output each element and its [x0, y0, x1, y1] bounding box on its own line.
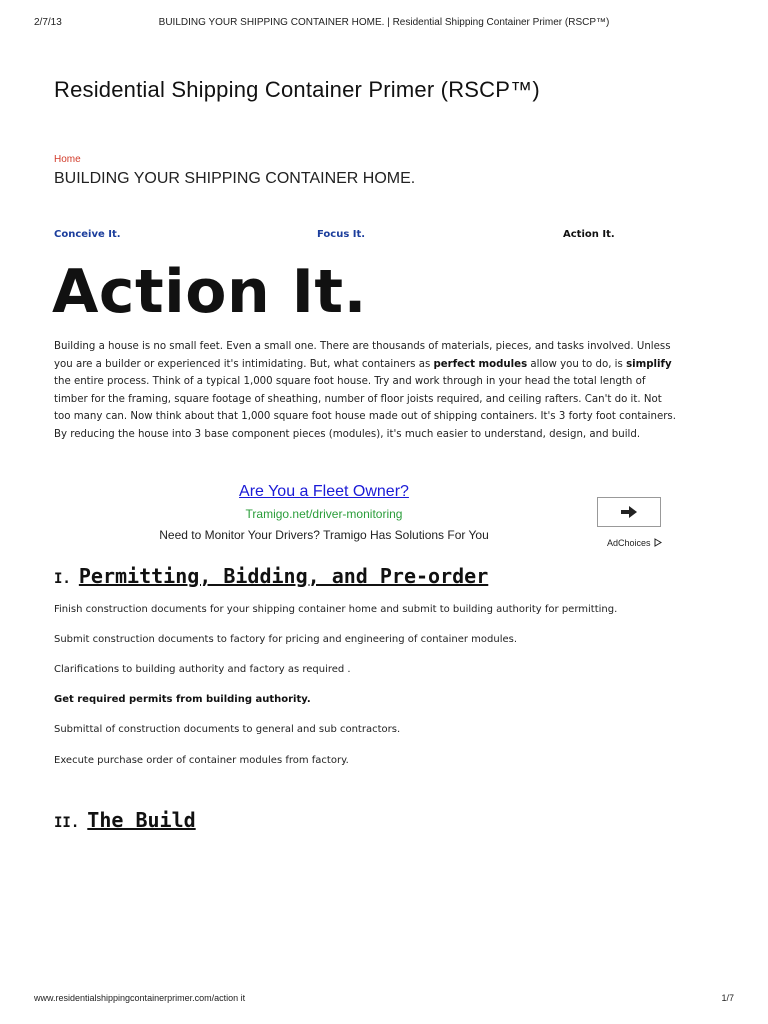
intro-bold-perfect-modules: perfect modules: [433, 358, 528, 370]
print-footer: [34, 993, 734, 1007]
list-item: Clarifications to building authority and factory as required .: [54, 664, 351, 675]
section-title: The Build: [87, 808, 196, 832]
adchoices-label: AdChoices: [607, 538, 651, 548]
intro-text-1: Building a house is no small feet. Even a small one. There are thousands of materials, pieces, and tasks involved. Unless you are a builder or experienced it's intimidating. But, what containers as: [54, 341, 671, 370]
intro-paragraph: [54, 338, 679, 443]
section-title: Permitting, Bidding, and Pre-order: [78, 564, 489, 588]
step-link-conceive[interactable]: Conceive It.: [54, 229, 121, 240]
intro-text-2: allow you to do, is: [527, 358, 627, 370]
ad-url-link[interactable]: Tramigo.net/driver-monitoring: [245, 507, 403, 521]
ad-go-button[interactable]: [597, 497, 661, 527]
list-item: Submittal of construction documents to general and sub contractors.: [54, 724, 401, 735]
right-arrow-icon: [621, 506, 637, 518]
page-heading: BUILDING YOUR SHIPPING CONTAINER HOME.: [54, 170, 416, 187]
adchoices-triangle-icon: [654, 538, 662, 547]
ad-title-link[interactable]: Are You a Fleet Owner?: [239, 483, 409, 500]
step-link-focus[interactable]: Focus It.: [317, 229, 366, 240]
section-heading-the-build: [54, 808, 196, 832]
print-page-number: 1/7: [721, 993, 734, 1003]
print-header: [34, 17, 734, 31]
section-number: I.: [54, 571, 71, 587]
step-navigation: [54, 229, 714, 243]
print-footer-url: www.residentialshippingcontainerprimer.com/action it: [34, 993, 246, 1003]
page-title: Action It.: [52, 257, 367, 327]
step-current-action: Action It.: [563, 229, 615, 240]
intro-bold-simplify: simplify: [626, 358, 672, 370]
section-number: II.: [54, 815, 80, 831]
sponsored-ad: [100, 481, 548, 544]
list-item-bold: Get required permits from building authority.: [54, 694, 311, 705]
adchoices-link[interactable]: [607, 538, 662, 548]
ad-description: Need to Monitor Your Drivers? Tramigo Has Solutions For You: [159, 528, 489, 542]
list-item: Finish construction documents for your shipping container home and submit to building authority for permitting.: [54, 604, 618, 615]
list-item: Submit construction documents to factory for pricing and engineering of container modules.: [54, 634, 518, 645]
site-title[interactable]: Residential Shipping Container Primer (RSCP™): [54, 77, 540, 102]
print-document-title: BUILDING YOUR SHIPPING CONTAINER HOME. | Residential Shipping Container Primer (RSCP™): [158, 17, 610, 28]
list-item: Execute purchase order of container modules from factory.: [54, 755, 349, 766]
intro-text-3: the entire process. Think of a typical 1,000 square foot house. Try and work through in your head the total length of timber for the framing, square footage of sheathing, number of floor joists required, and ceiling rafters. Can't do it. Not too many can. Now think about that 1,000 square foot house made out of shipping containers. It's 3 forty foot containers. By reducing the house into 3 base component pieces (modules), it's much easier to understand, design, and build.: [54, 376, 676, 440]
section-heading-permitting: [54, 564, 488, 588]
breadcrumb-home-link[interactable]: Home: [54, 154, 81, 165]
print-date: 2/7/13: [34, 17, 62, 28]
